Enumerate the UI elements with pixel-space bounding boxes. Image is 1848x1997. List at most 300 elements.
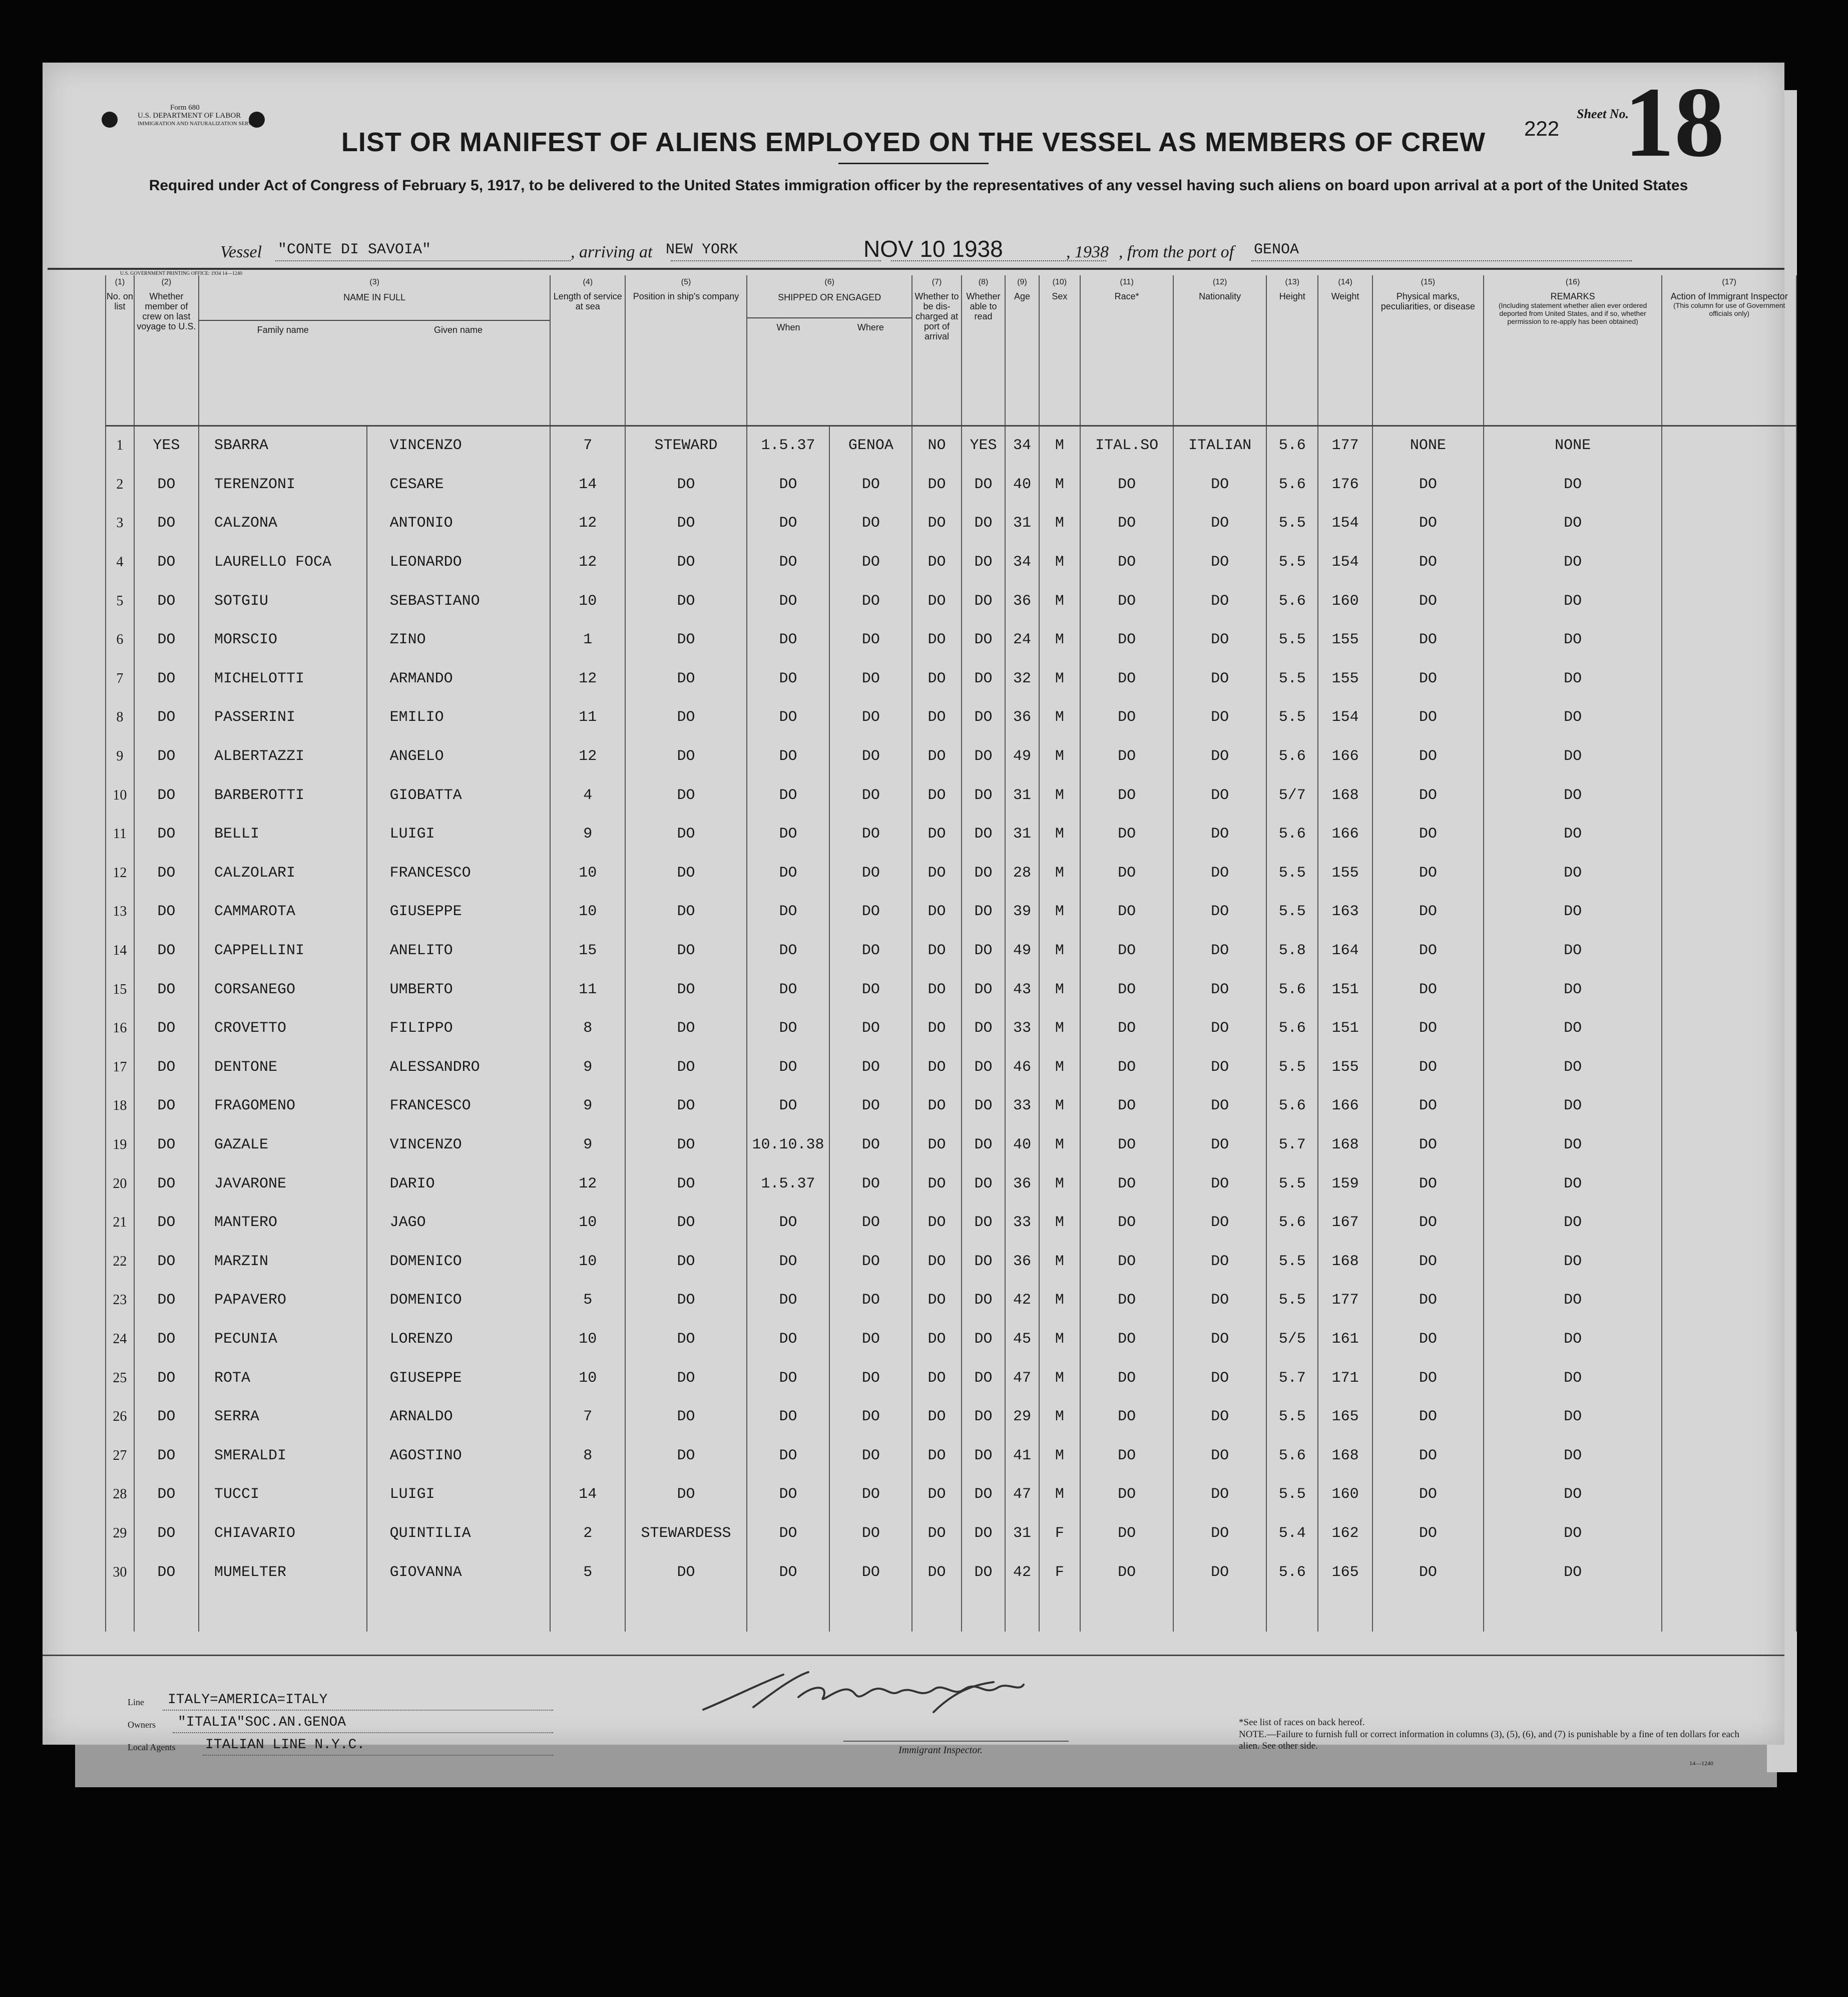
nationality-cell: DO — [1173, 1359, 1266, 1398]
height-cell: 5.5 — [1266, 1475, 1318, 1514]
service-length-cell: 11 — [550, 970, 625, 1009]
discharged-cell: DO — [912, 504, 961, 543]
able-to-read-cell: DO — [962, 1048, 1006, 1087]
races-note: *See list of races on back hereof. — [1239, 1717, 1365, 1728]
row-number: 7 — [106, 659, 134, 698]
shipped-where-cell: DO — [829, 1397, 912, 1436]
col-header-family: Family name — [257, 325, 309, 335]
discharged-cell: DO — [912, 931, 961, 970]
table-row — [106, 659, 1796, 698]
table-row — [106, 1242, 1796, 1281]
row-number: 1 — [106, 426, 134, 465]
age-cell: 40 — [1005, 465, 1039, 504]
race-cell: DO — [1080, 582, 1173, 621]
sex-cell: F — [1039, 1553, 1081, 1592]
department: U.S. DEPARTMENT OF LABOR — [138, 112, 241, 120]
last-voyage-cell: DO — [134, 1164, 199, 1204]
row-number: 16 — [106, 1009, 134, 1048]
able-to-read-cell: DO — [962, 1320, 1006, 1359]
shipped-where-cell: DO — [829, 815, 912, 854]
shipped-where-cell: DO — [829, 1514, 912, 1553]
nationality-cell: DO — [1173, 582, 1266, 621]
position-cell: DO — [625, 659, 747, 698]
inspector-action-cell — [1662, 1125, 1796, 1164]
height-cell: 5.6 — [1266, 970, 1318, 1009]
weight-cell: 176 — [1318, 465, 1372, 504]
shipped-when-cell: DO — [747, 620, 829, 659]
last-voyage-cell: DO — [134, 504, 199, 543]
physical-marks-cell: DO — [1372, 893, 1484, 932]
weight-cell: 155 — [1318, 854, 1372, 893]
last-voyage-cell: DO — [134, 1397, 199, 1436]
service: IMMIGRATION AND NATURALIZATION SERVICE — [138, 121, 261, 127]
inspector-action-cell — [1662, 737, 1796, 776]
shipped-when-cell: DO — [747, 1359, 829, 1398]
row-number: 21 — [106, 1203, 134, 1242]
row-number: 20 — [106, 1164, 134, 1204]
remarks-cell: DO — [1484, 815, 1662, 854]
able-to-read-cell: DO — [962, 737, 1006, 776]
discharged-cell: DO — [912, 465, 961, 504]
sex-cell: M — [1039, 737, 1081, 776]
height-cell: 5.5 — [1266, 893, 1318, 932]
nationality-cell: ITALIAN — [1173, 426, 1266, 465]
position-cell: DO — [625, 465, 747, 504]
height-cell: 5/7 — [1266, 776, 1318, 815]
physical-marks-cell: DO — [1372, 1320, 1484, 1359]
sex-cell: M — [1039, 1164, 1081, 1204]
owners-value: "ITALIA"SOC.AN.GENOA — [178, 1715, 346, 1730]
remarks-cell: DO — [1484, 854, 1662, 893]
penalty-note: NOTE.—Failure to furnish full or correct information in columns (3), (5), (6), and (7) is punishable by a fine of ten dollars for each alien. See other side. — [1239, 1729, 1739, 1751]
row-number: 18 — [106, 1087, 134, 1126]
height-cell: 5.7 — [1266, 1359, 1318, 1398]
row-number: 10 — [106, 776, 134, 815]
given-name-cell: JAGO — [367, 1203, 551, 1242]
weight-cell: 168 — [1318, 776, 1372, 815]
last-voyage-cell: DO — [134, 1125, 199, 1164]
race-cell: DO — [1080, 1125, 1173, 1164]
table-row — [106, 1087, 1796, 1126]
weight-cell: 151 — [1318, 970, 1372, 1009]
service-length-cell: 10 — [550, 582, 625, 621]
remarks-cell: DO — [1484, 1475, 1662, 1514]
shipped-when-cell: DO — [747, 1009, 829, 1048]
sex-cell: M — [1039, 1203, 1081, 1242]
race-cell: DO — [1080, 659, 1173, 698]
nationality-cell: DO — [1173, 970, 1266, 1009]
inspector-action-cell — [1662, 504, 1796, 543]
inspector-action-cell — [1662, 1242, 1796, 1281]
sex-cell: M — [1039, 465, 1081, 504]
table-row — [106, 1359, 1796, 1398]
shipped-where-cell: DO — [829, 1436, 912, 1475]
shipped-when-cell: DO — [747, 893, 829, 932]
service-length-cell: 14 — [550, 465, 625, 504]
age-cell: 31 — [1005, 776, 1039, 815]
nationality-cell: DO — [1173, 659, 1266, 698]
nationality-cell: DO — [1173, 1436, 1266, 1475]
family-name-cell: BELLI — [199, 815, 367, 854]
table-row — [106, 854, 1796, 893]
discharged-cell: DO — [912, 1281, 961, 1320]
table-row — [106, 1514, 1796, 1553]
fill-line — [173, 1732, 553, 1733]
sex-cell: M — [1039, 620, 1081, 659]
last-voyage-cell: DO — [134, 698, 199, 737]
service-length-cell: 8 — [550, 1436, 625, 1475]
last-voyage-cell: DO — [134, 543, 199, 582]
nationality-cell: DO — [1173, 465, 1266, 504]
height-cell: 5.6 — [1266, 426, 1318, 465]
from-label: , from the port of — [1119, 243, 1234, 261]
last-voyage-cell: DO — [134, 1087, 199, 1126]
remarks-cell: DO — [1484, 620, 1662, 659]
discharged-cell: DO — [912, 854, 961, 893]
able-to-read-cell: DO — [962, 659, 1006, 698]
position-cell: DO — [625, 1164, 747, 1204]
last-voyage-cell: DO — [134, 776, 199, 815]
height-cell: 5.6 — [1266, 465, 1318, 504]
table-row — [106, 582, 1796, 621]
discharged-cell: DO — [912, 1164, 961, 1204]
nationality-cell: DO — [1173, 1281, 1266, 1320]
row-number: 9 — [106, 737, 134, 776]
sex-cell: M — [1039, 582, 1081, 621]
last-voyage-cell: DO — [134, 1514, 199, 1553]
age-cell: 33 — [1005, 1087, 1039, 1126]
inspector-action-cell — [1662, 465, 1796, 504]
sex-cell: M — [1039, 1125, 1081, 1164]
col-header-sex: (10) Sex — [1039, 275, 1081, 426]
last-voyage-cell: DO — [134, 815, 199, 854]
remarks-cell: DO — [1484, 1514, 1662, 1553]
discharged-cell: DO — [912, 582, 961, 621]
remarks-cell: DO — [1484, 698, 1662, 737]
position-cell: DO — [625, 543, 747, 582]
shipped-when-cell: DO — [747, 1281, 829, 1320]
physical-marks-cell: DO — [1372, 1009, 1484, 1048]
row-number: 27 — [106, 1436, 134, 1475]
race-cell: ITAL.SO — [1080, 426, 1173, 465]
inspector-action-cell — [1662, 1553, 1796, 1592]
remarks-cell: DO — [1484, 1397, 1662, 1436]
nationality-cell: DO — [1173, 1164, 1266, 1204]
able-to-read-cell: DO — [962, 698, 1006, 737]
height-cell: 5.4 — [1266, 1514, 1318, 1553]
able-to-read-cell: DO — [962, 1475, 1006, 1514]
family-name-cell: CHIAVARIO — [199, 1514, 367, 1553]
family-name-cell: ROTA — [199, 1359, 367, 1398]
able-to-read-cell: DO — [962, 504, 1006, 543]
age-cell: 31 — [1005, 815, 1039, 854]
family-name-cell: CALZONA — [199, 504, 367, 543]
inspector-action-cell — [1662, 426, 1796, 465]
age-cell: 33 — [1005, 1009, 1039, 1048]
nationality-cell: DO — [1173, 1553, 1266, 1592]
physical-marks-cell: DO — [1372, 1553, 1484, 1592]
sex-cell: M — [1039, 1436, 1081, 1475]
nationality-cell: DO — [1173, 1009, 1266, 1048]
service-length-cell: 9 — [550, 815, 625, 854]
shipped-where-cell: DO — [829, 1125, 912, 1164]
shipped-where-cell: DO — [829, 543, 912, 582]
weight-cell: 160 — [1318, 582, 1372, 621]
age-cell: 36 — [1005, 698, 1039, 737]
service-length-cell: 12 — [550, 543, 625, 582]
able-to-read-cell: DO — [962, 620, 1006, 659]
given-name-cell: GIUSEPPE — [367, 1359, 551, 1398]
able-to-read-cell: DO — [962, 1203, 1006, 1242]
shipped-where-cell: DO — [829, 698, 912, 737]
shipped-where-cell: DO — [829, 737, 912, 776]
remarks-cell: DO — [1484, 1164, 1662, 1204]
sex-cell: M — [1039, 1087, 1081, 1126]
shipped-where-cell: DO — [829, 970, 912, 1009]
last-voyage-cell: DO — [134, 659, 199, 698]
shipped-when-cell: DO — [747, 970, 829, 1009]
service-length-cell: 2 — [550, 1514, 625, 1553]
shipped-where-cell: DO — [829, 659, 912, 698]
physical-marks-cell: DO — [1372, 1203, 1484, 1242]
row-number: 6 — [106, 620, 134, 659]
nationality-cell: DO — [1173, 1203, 1266, 1242]
height-cell: 5.5 — [1266, 1397, 1318, 1436]
family-name-cell: CAMMAROTA — [199, 893, 367, 932]
col-header-weight: (14) Weight — [1318, 275, 1372, 426]
shipped-where-cell: DO — [829, 504, 912, 543]
row-number: 24 — [106, 1320, 134, 1359]
sex-cell: M — [1039, 1320, 1081, 1359]
age-cell: 41 — [1005, 1436, 1039, 1475]
table-row — [106, 970, 1796, 1009]
remarks-cell: DO — [1484, 1242, 1662, 1281]
height-cell: 5.7 — [1266, 1125, 1318, 1164]
nationality-cell: DO — [1173, 737, 1266, 776]
row-number: 3 — [106, 504, 134, 543]
shipped-where-cell: DO — [829, 854, 912, 893]
line-label: Line — [128, 1697, 144, 1707]
table-row — [106, 465, 1796, 504]
age-cell: 42 — [1005, 1553, 1039, 1592]
form-header — [115, 104, 261, 128]
row-number: 25 — [106, 1359, 134, 1398]
col-header-nationality: (12) Nationality — [1173, 275, 1266, 426]
title-divider — [838, 163, 989, 164]
sex-cell: M — [1039, 698, 1081, 737]
remarks-cell: NONE — [1484, 426, 1662, 465]
last-voyage-cell: DO — [134, 931, 199, 970]
physical-marks-cell: DO — [1372, 620, 1484, 659]
fill-line — [671, 260, 881, 261]
row-number: 13 — [106, 893, 134, 932]
col-header-remarks: (16) REMARKS (Including statement whether alien ever ordered deported from United States, and if so, whether permission to re-apply has been obtained) — [1484, 275, 1662, 426]
shipped-when-cell: DO — [747, 1397, 829, 1436]
able-to-read-cell: DO — [962, 854, 1006, 893]
position-cell: DO — [625, 1203, 747, 1242]
physical-marks-cell: DO — [1372, 737, 1484, 776]
age-cell: 39 — [1005, 893, 1039, 932]
family-name-cell: SERRA — [199, 1397, 367, 1436]
shipped-when-cell: DO — [747, 815, 829, 854]
physical-marks-cell: DO — [1372, 504, 1484, 543]
shipped-where-cell: DO — [829, 582, 912, 621]
last-voyage-cell: DO — [134, 1281, 199, 1320]
col-header-where: Where — [857, 322, 884, 332]
service-length-cell: 8 — [550, 1009, 625, 1048]
position-cell: DO — [625, 504, 747, 543]
table-row — [106, 620, 1796, 659]
family-name-cell: PECUNIA — [199, 1320, 367, 1359]
row-number: 8 — [106, 698, 134, 737]
inspector-action-cell — [1662, 893, 1796, 932]
race-cell: DO — [1080, 854, 1173, 893]
discharged-cell: DO — [912, 1475, 961, 1514]
service-length-cell: 7 — [550, 426, 625, 465]
age-cell: 29 — [1005, 1397, 1039, 1436]
row-number: 26 — [106, 1397, 134, 1436]
position-cell: DO — [625, 893, 747, 932]
shipped-when-cell: DO — [747, 582, 829, 621]
given-name-cell: ZINO — [367, 620, 551, 659]
weight-cell: 166 — [1318, 1087, 1372, 1126]
row-number: 2 — [106, 465, 134, 504]
sex-cell: M — [1039, 1048, 1081, 1087]
remarks-cell: DO — [1484, 893, 1662, 932]
nationality-cell: DO — [1173, 1397, 1266, 1436]
last-voyage-cell: DO — [134, 1475, 199, 1514]
arriving-port: NEW YORK — [666, 241, 738, 258]
race-cell: DO — [1080, 1281, 1173, 1320]
crew-manifest-table — [105, 275, 1797, 1632]
position-cell: DO — [625, 815, 747, 854]
race-cell: DO — [1080, 698, 1173, 737]
last-voyage-cell: DO — [134, 582, 199, 621]
given-name-cell: GIUSEPPE — [367, 893, 551, 932]
nationality-cell: DO — [1173, 543, 1266, 582]
race-cell: DO — [1080, 1242, 1173, 1281]
shipped-when-cell: DO — [747, 931, 829, 970]
position-cell: DO — [625, 620, 747, 659]
weight-cell: 155 — [1318, 1048, 1372, 1087]
inspector-signature-line — [843, 1741, 1069, 1742]
shipped-where-cell: DO — [829, 1320, 912, 1359]
height-cell: 5.5 — [1266, 620, 1318, 659]
able-to-read-cell: YES — [962, 426, 1006, 465]
able-to-read-cell: DO — [962, 1087, 1006, 1126]
discharged-cell: DO — [912, 1320, 961, 1359]
height-cell: 5.8 — [1266, 931, 1318, 970]
sex-cell: M — [1039, 426, 1081, 465]
shipped-when-cell: DO — [747, 465, 829, 504]
crew-rows — [106, 426, 1796, 1632]
remarks-cell: DO — [1484, 970, 1662, 1009]
race-cell: DO — [1080, 1203, 1173, 1242]
shipped-when-cell: DO — [747, 1320, 829, 1359]
discharged-cell: DO — [912, 1397, 961, 1436]
race-cell: DO — [1080, 1320, 1173, 1359]
col-header-marks: (15) Physical marks, peculiarities, or disease — [1372, 275, 1484, 426]
shipped-where-cell: DO — [829, 1009, 912, 1048]
discharged-cell: DO — [912, 1359, 961, 1398]
position-cell: DO — [625, 1320, 747, 1359]
col-header-position: (5) Position in ship's company — [625, 275, 747, 426]
sheet-code: 222 — [1524, 117, 1560, 140]
shipped-where-cell: DO — [829, 893, 912, 932]
remarks-cell: DO — [1484, 1203, 1662, 1242]
inspector-action-cell — [1662, 1281, 1796, 1320]
physical-marks-cell: DO — [1372, 815, 1484, 854]
height-cell: 5.5 — [1266, 854, 1318, 893]
family-name-cell: CAPPELLINI — [199, 931, 367, 970]
weight-cell: 177 — [1318, 1281, 1372, 1320]
shipped-when-cell: DO — [747, 504, 829, 543]
shipped-when-cell: DO — [747, 1436, 829, 1475]
position-cell: DO — [625, 931, 747, 970]
nationality-cell: DO — [1173, 1320, 1266, 1359]
family-name-cell: SOTGIU — [199, 582, 367, 621]
race-cell: DO — [1080, 1514, 1173, 1553]
table-row — [106, 504, 1796, 543]
weight-cell: 160 — [1318, 1475, 1372, 1514]
age-cell: 28 — [1005, 854, 1039, 893]
nationality-cell: DO — [1173, 931, 1266, 970]
given-name-cell: FRANCESCO — [367, 854, 551, 893]
inspector-action-cell — [1662, 1203, 1796, 1242]
physical-marks-cell: NONE — [1372, 426, 1484, 465]
col-header-height: (13) Height — [1266, 275, 1318, 426]
remarks-cell: DO — [1484, 465, 1662, 504]
position-cell: DO — [625, 1009, 747, 1048]
able-to-read-cell: DO — [962, 1125, 1006, 1164]
discharged-cell: DO — [912, 815, 961, 854]
vessel-label: Vessel — [220, 243, 262, 261]
weight-cell: 165 — [1318, 1553, 1372, 1592]
table-row — [106, 776, 1796, 815]
shipped-where-cell: DO — [829, 1203, 912, 1242]
form-title: LIST OR MANIFEST OF ALIENS EMPLOYED ON THE VESSEL AS MEMBERS OF CREW — [341, 127, 1486, 157]
height-cell: 5.5 — [1266, 543, 1318, 582]
weight-cell: 164 — [1318, 931, 1372, 970]
shipped-where-cell: DO — [829, 1164, 912, 1204]
family-name-cell: FRAGOMENO — [199, 1087, 367, 1126]
service-length-cell: 10 — [550, 1203, 625, 1242]
shipped-when-cell: 1.5.37 — [747, 1164, 829, 1204]
family-name-cell: LAURELLO FOCA — [199, 543, 367, 582]
shipped-when-cell: DO — [747, 1048, 829, 1087]
race-cell: DO — [1080, 504, 1173, 543]
position-cell: DO — [625, 1475, 747, 1514]
able-to-read-cell: DO — [962, 1397, 1006, 1436]
row-number: 30 — [106, 1553, 134, 1592]
age-cell: 47 — [1005, 1475, 1039, 1514]
sex-cell: M — [1039, 815, 1081, 854]
nationality-cell: DO — [1173, 815, 1266, 854]
header-rule — [48, 268, 1784, 270]
inspector-action-cell — [1662, 1009, 1796, 1048]
age-cell: 31 — [1005, 1514, 1039, 1553]
last-voyage-cell: DO — [134, 465, 199, 504]
height-cell: 5.6 — [1266, 1087, 1318, 1126]
service-length-cell: 12 — [550, 1164, 625, 1204]
table-row — [106, 1164, 1796, 1204]
shipped-when-cell: DO — [747, 1242, 829, 1281]
nationality-cell: DO — [1173, 1475, 1266, 1514]
race-cell: DO — [1080, 815, 1173, 854]
able-to-read-cell: DO — [962, 931, 1006, 970]
race-cell: DO — [1080, 1087, 1173, 1126]
given-name-cell: ALESSANDRO — [367, 1048, 551, 1087]
